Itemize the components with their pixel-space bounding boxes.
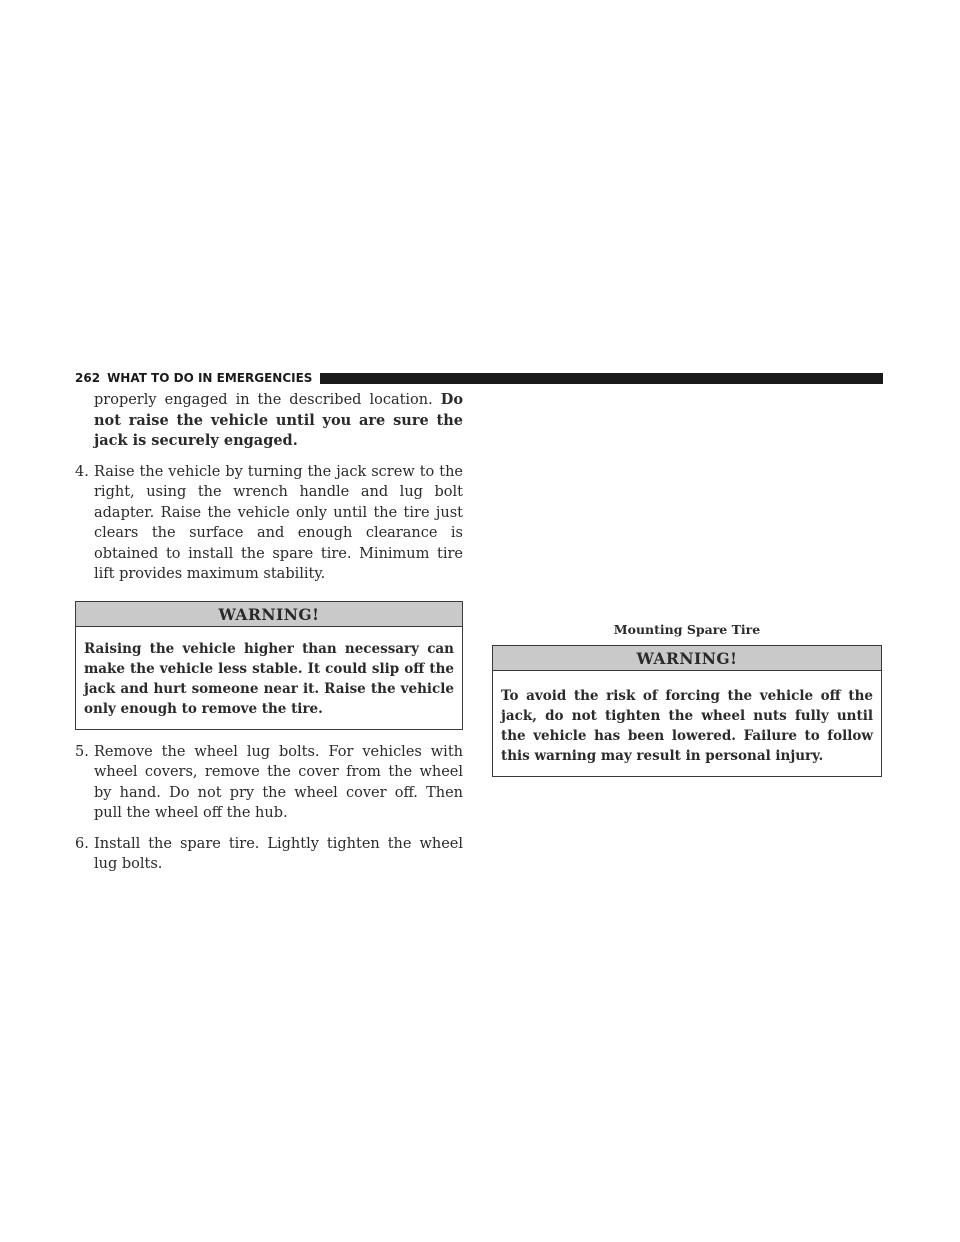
step-number: 6.: [75, 835, 89, 852]
warning-title: WARNING!: [76, 602, 462, 627]
warning-body: To avoid the risk of forcing the vehicle off the jack, do not tighten the wheel nuts fully until the vehicle has been lowered. Failure to follow this warning may result in personal injury.: [501, 688, 873, 764]
list-item-step-4: [75, 462, 463, 585]
step-number: 5.: [75, 743, 89, 760]
list-item-step-5: [75, 742, 463, 824]
warning-body: Raising the vehicle higher than necessary can make the vehicle less stable. It could slip off the jack and hurt someone near it. Raise the vehicle only enough to remove the tire.: [84, 640, 454, 717]
right-column: [492, 390, 882, 789]
step-text: Remove the wheel lug bolts. For vehicles with wheel covers, remove the cover from the wheel by hand. Do not pry the wheel cover off. Then pull the wheel off the hub.: [94, 743, 463, 821]
section-title: WHAT TO DO IN EMERGENCIES: [107, 371, 313, 385]
figure-area: [492, 390, 882, 618]
warning-box-tighten: [492, 645, 882, 777]
continued-text: properly engaged in the described location.: [94, 392, 433, 408]
continued-paragraph: [75, 390, 463, 452]
step-text: Install the spare tire. Lightly tighten the wheel lug bolts.: [94, 835, 463, 872]
left-column: [75, 390, 463, 875]
warning-title: WARNING!: [493, 646, 881, 671]
continued-bold-text: Do not raise the vehicle until you are sure the jack is securely engaged.: [94, 391, 463, 449]
step-number: 4.: [75, 463, 89, 480]
page-number: 262: [75, 371, 101, 385]
warning-box-raise: [75, 601, 463, 730]
figure-caption: Mounting Spare Tire: [613, 622, 761, 637]
header-rule: [320, 373, 883, 384]
list-item-step-6: [75, 834, 463, 875]
step-text: Raise the vehicle by turning the jack screw to the right, using the wrench handle and lug bolt adapter. Raise the vehicle only until the tire just clears the surface and enough clearance is obtained to install the spare tire. Minimum tire lift provides maximum stability.: [94, 463, 463, 582]
page-header: [75, 370, 883, 386]
